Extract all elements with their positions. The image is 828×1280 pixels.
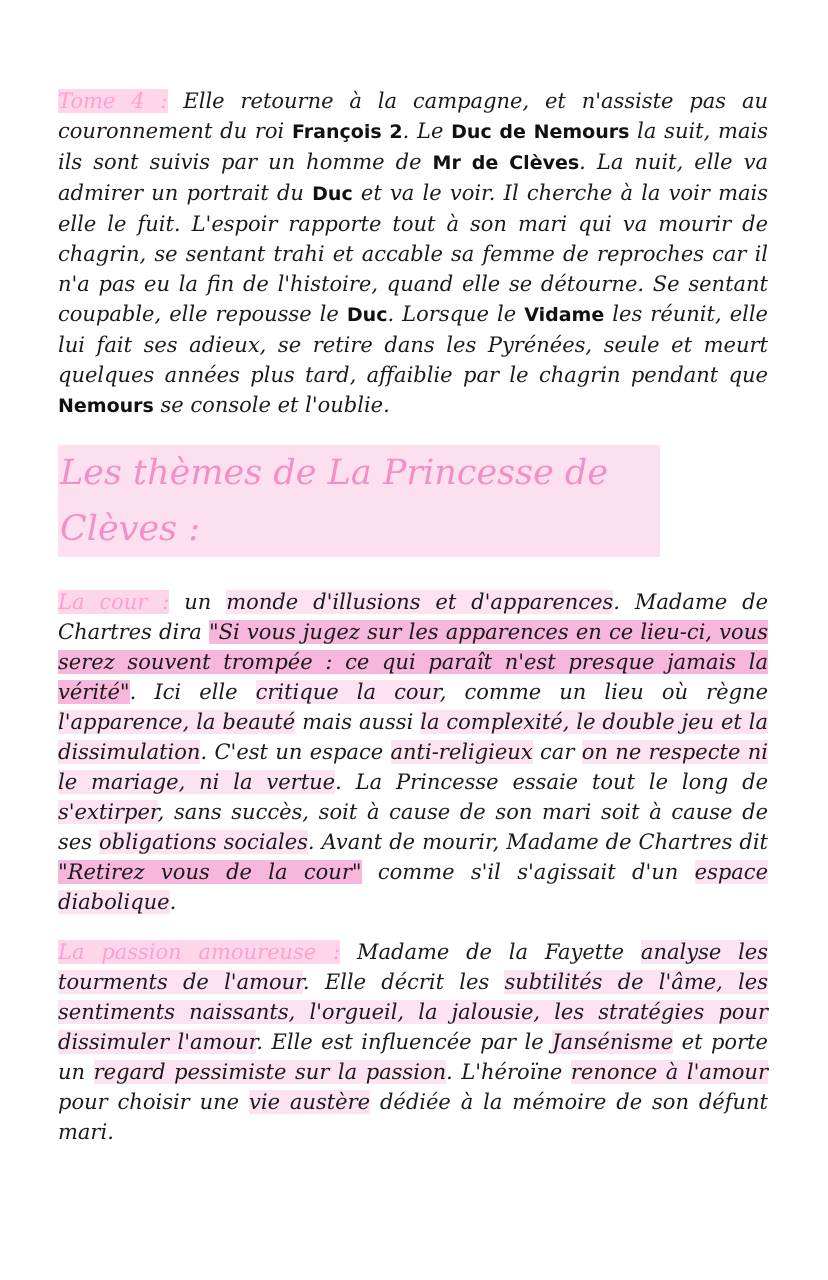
text: Madame de la Fayette <box>340 940 641 964</box>
label-la-cour: La cour : <box>58 590 170 614</box>
text: . Avant de mourir, Madame de Chartres dit <box>307 830 768 854</box>
name-mr-de-cleves: Mr de Clèves <box>432 152 580 174</box>
name-francois-2: François 2 <box>292 121 403 143</box>
text: dédiée à la mémoire de son défunt mari. <box>58 1090 768 1144</box>
highlight: espace diabolique <box>58 860 768 914</box>
name-vidame: Vidame <box>524 304 605 326</box>
text: , comme un lieu où règne <box>439 680 768 704</box>
quote-highlight: "Si vous jugez sur les apparences en ce lieu-ci, vous serez souvent trompée : ce qui paraît n'est presque jamais la vérité" <box>58 620 768 704</box>
text: . C'est un espace <box>200 740 391 764</box>
name-duc: Duc <box>346 304 388 326</box>
text: et porte un <box>58 1030 768 1084</box>
paragraph-tome-4 <box>58 86 768 421</box>
highlight: monde d'illusions et d'apparences <box>226 590 614 614</box>
highlight: on ne respecte ni le mariage, ni la vertue <box>58 740 768 794</box>
highlight: anti-religieux <box>390 740 533 764</box>
highlight: obligations sociales <box>98 830 308 854</box>
text: , sans succès, soit à cause de son mari soit à cause de ses <box>58 800 768 854</box>
highlight: regard pessimiste sur la passion <box>93 1060 447 1084</box>
name-duc-de-nemours: Duc de Nemours <box>451 121 630 143</box>
text: . Elle est influencée par le <box>256 1030 553 1054</box>
text: . La nuit, elle va admirer un portrait du <box>58 150 768 205</box>
highlight: critique la cour <box>255 680 440 704</box>
highlight: renonce à l'amour <box>570 1060 768 1084</box>
highlight: vie austère <box>249 1090 371 1114</box>
highlight: analyse les tourments de l'amour <box>58 940 769 994</box>
text: . <box>169 890 177 914</box>
paragraph-la-passion-amoureuse <box>58 937 768 1147</box>
paragraph-la-cour <box>58 587 768 917</box>
text: pour choisir une <box>58 1090 249 1114</box>
text: les réunit, elle lui fait ses adieux, se retire dans les Pyrénées, seule et meurt quelques années plus tard, affaiblie par le chagrin pendant que <box>58 302 768 387</box>
highlight: subtilités de l'âme, les sentiments naissants, l'orgueil, la jalousie, les stratégies pour dissimuler l'amour <box>58 970 768 1054</box>
text: . Le <box>402 119 452 143</box>
name-nemours: Nemours <box>58 395 154 417</box>
text: Elle retourne à la campagne, et n'assiste pas au couronnement du roi <box>58 89 768 143</box>
text: et va le voir. Il cherche à la voir mais elle le fuit. L'espoir rapporte tout à son mari qui va mourir de chagrin, se sentant trahi et accable sa femme de reproches car il n'a pas eu la fin de l'histoire, quand elle se détourne. Se sentant coupable, elle repousse le <box>58 181 769 326</box>
text: car <box>532 740 582 764</box>
section-heading-wrap <box>58 445 768 557</box>
text: se console et l'oublie. <box>153 393 390 417</box>
highlight: l'apparence, la beauté <box>58 710 296 734</box>
name-duc: Duc <box>312 183 353 205</box>
text: comme s'il s'agissait d'un <box>361 860 695 884</box>
text: . L'héroïne <box>446 1060 571 1084</box>
text: un <box>169 590 227 614</box>
text: . Madame de Chartres dira <box>58 590 768 644</box>
text: . Lorsque le <box>387 302 525 326</box>
highlight: s'extirper <box>58 800 158 824</box>
highlight: la complexité, le double jeu et la dissimulation <box>58 710 769 764</box>
highlight: Jansénisme <box>552 1030 674 1054</box>
text: . Elle décrit les <box>302 970 505 994</box>
text: mais aussi <box>295 710 421 734</box>
text: . Ici elle <box>129 680 256 704</box>
label-tome-4: Tome 4 : <box>58 89 168 113</box>
text: . La Princesse essaie tout le long de <box>335 770 768 794</box>
section-heading: Les thèmes de La Princesse de Clèves : <box>58 445 660 557</box>
quote-highlight: "Retirez vous de la cour" <box>58 860 362 884</box>
text: la suit, mais ils sont suivis par un homme de <box>58 119 768 174</box>
label-la-passion-amoureuse: La passion amoureuse : <box>58 940 341 964</box>
